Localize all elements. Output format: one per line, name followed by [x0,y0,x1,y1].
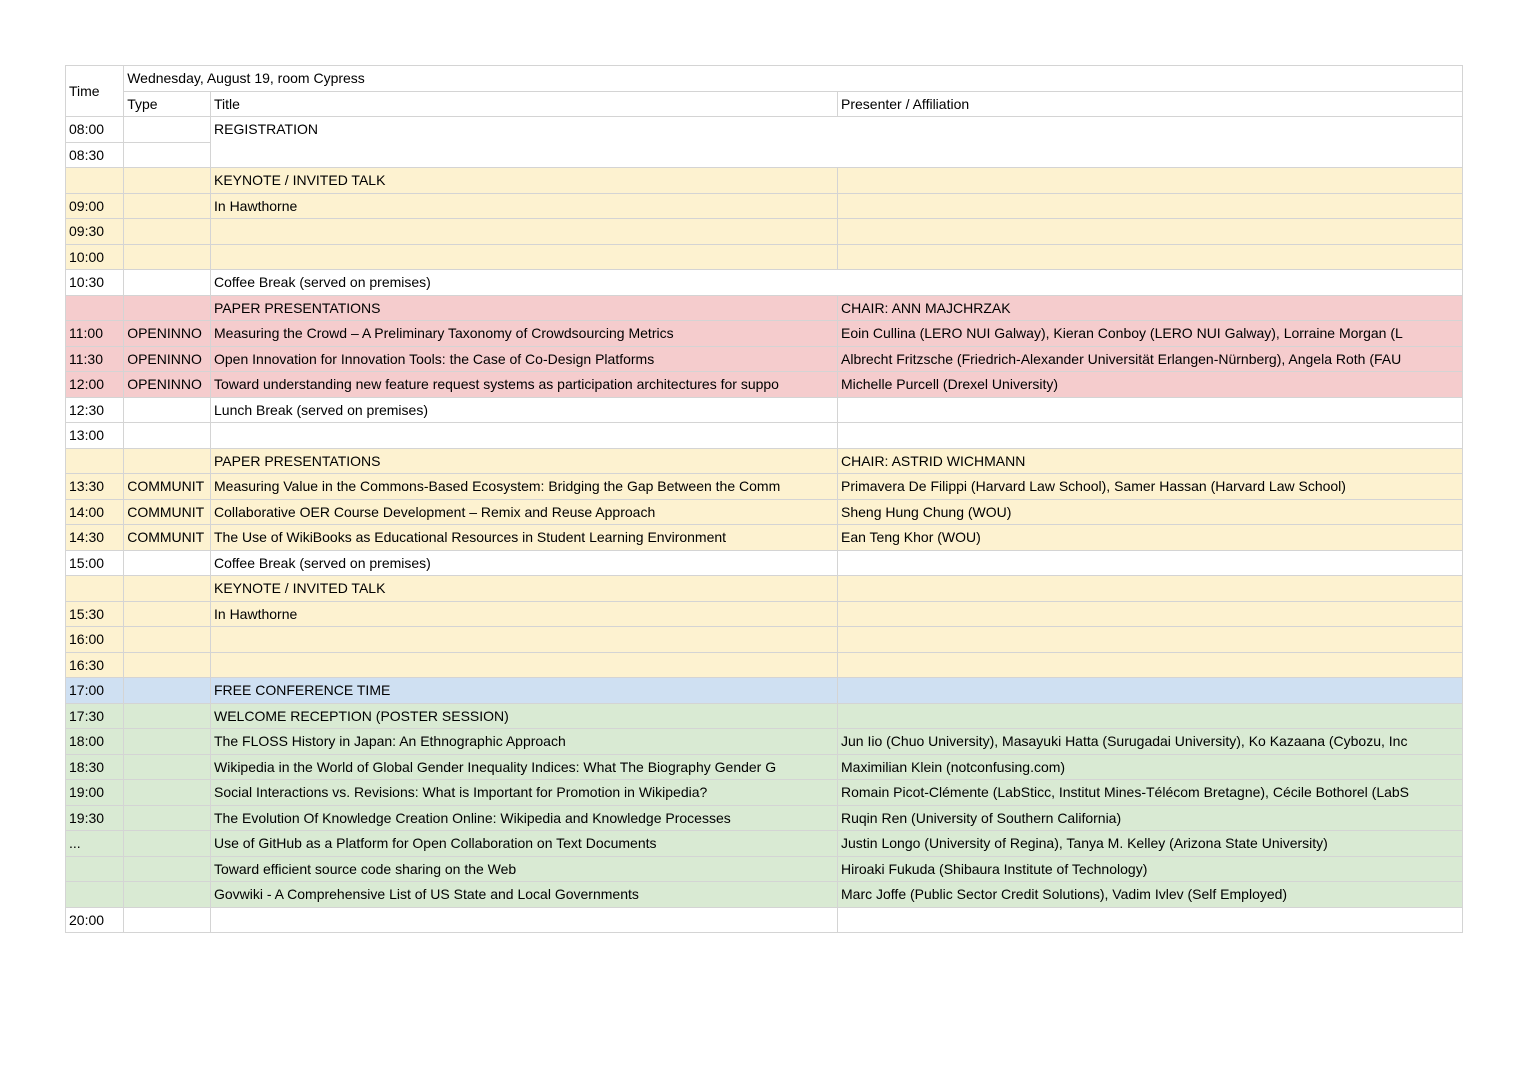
type-cell: OPENINNO [124,346,211,372]
presenter-cell [838,193,1463,219]
type-cell: COMMUNIT [124,525,211,551]
title-cell: Lunch Break (served on premises) [211,397,838,423]
type-cell [124,627,211,653]
time-cell: 16:00 [66,627,124,653]
presenter-cell: Eoin Cullina (LERO NUI Galway), Kieran Conboy (LERO NUI Galway), Lorraine Morgan (L [838,321,1463,347]
time-cell: 09:00 [66,193,124,219]
type-cell [124,805,211,831]
presenter-cell [838,219,1463,245]
type-cell [124,856,211,882]
time-cell: 17:30 [66,703,124,729]
session-title-cell: PAPER PRESENTATIONS [211,448,838,474]
title-cell [211,627,838,653]
title-cell: Open Innovation for Innovation Tools: the Case of Co-Design Platforms [211,346,838,372]
title-cell: The Use of WikiBooks as Educational Resources in Student Learning Environment [211,525,838,551]
time-cell: 18:00 [66,729,124,755]
time-cell: 19:00 [66,780,124,806]
type-cell [124,703,211,729]
title-column-header: Title [211,91,838,117]
time-cell: 08:00 [66,117,124,143]
presenter-column-header: Presenter / Affiliation [838,91,1463,117]
time-cell: 08:30 [66,142,124,168]
session-title-cell: PAPER PRESENTATIONS [211,295,838,321]
time-cell: 16:30 [66,652,124,678]
table-row [66,117,1463,143]
registration-cell: REGISTRATION [211,117,1463,168]
table-row [66,346,1463,372]
time-cell: 10:00 [66,244,124,270]
title-cell: Measuring the Crowd – A Preliminary Taxonomy of Crowdsourcing Metrics [211,321,838,347]
time-cell: 20:00 [66,907,124,933]
type-cell [124,754,211,780]
table-row [66,372,1463,398]
presenter-cell: Hiroaki Fukuda (Shibaura Institute of Technology) [838,856,1463,882]
type-cell [124,907,211,933]
title-cell [211,907,838,933]
table-row [66,321,1463,347]
type-cell [124,729,211,755]
presenter-cell [838,423,1463,449]
title-cell: Govwiki - A Comprehensive List of US State and Local Governments [211,882,838,908]
presenter-cell: Romain Picot-Clémente (LabSticc, Institut Mines-Télécom Bretagne), Cécile Bothorel (LabS [838,780,1463,806]
title-cell: Coffee Break (served on premises) [211,550,838,576]
presenter-cell [838,652,1463,678]
session-title-cell: FREE CONFERENCE TIME [211,678,838,704]
time-cell: 11:00 [66,321,124,347]
table-row [66,729,1463,755]
table-row [66,295,1463,321]
presenter-cell: Ean Teng Khor (WOU) [838,525,1463,551]
table-row [66,805,1463,831]
type-cell [124,295,211,321]
presenter-cell: Albrecht Fritzsche (Friedrich-Alexander Universität Erlangen-Nürnberg), Angela Roth (FAU [838,346,1463,372]
time-cell: 13:00 [66,423,124,449]
type-cell [124,219,211,245]
table-row [66,219,1463,245]
time-cell [66,168,124,194]
presenter-cell: Michelle Purcell (Drexel University) [838,372,1463,398]
table-row [66,423,1463,449]
table-row [66,576,1463,602]
time-cell: 18:30 [66,754,124,780]
presenter-cell [838,244,1463,270]
time-cell: 10:30 [66,270,124,296]
presenter-cell [838,550,1463,576]
time-cell: 14:00 [66,499,124,525]
title-cell [211,423,838,449]
type-cell [124,780,211,806]
session-title-cell: KEYNOTE / INVITED TALK [211,168,838,194]
table-row [66,831,1463,857]
title-cell [211,244,838,270]
title-cell: Toward efficient source code sharing on the Web [211,856,838,882]
table-row [66,525,1463,551]
presenter-cell: Marc Joffe (Public Sector Credit Solutions), Vadim Ivlev (Self Employed) [838,882,1463,908]
title-cell [211,219,838,245]
time-cell [66,295,124,321]
table-row [66,627,1463,653]
type-column-header: Type [124,91,211,117]
type-cell [124,423,211,449]
time-cell: 13:30 [66,474,124,500]
presenter-cell [838,601,1463,627]
time-cell: 15:00 [66,550,124,576]
table-row [66,703,1463,729]
time-cell: 19:30 [66,805,124,831]
presenter-cell: Jun Iio (Chuo University), Masayuki Hatta (Surugadai University), Ko Kazaana (Cybozu, Inc [838,729,1463,755]
table-row [66,754,1463,780]
time-cell: 14:30 [66,525,124,551]
title-cell: The FLOSS History in Japan: An Ethnographic Approach [211,729,838,755]
type-cell [124,117,211,143]
type-cell [124,270,211,296]
day-room-header: Wednesday, August 19, room Cypress [124,66,1463,92]
type-cell [124,601,211,627]
presenter-cell: Ruqin Ren (University of Southern California) [838,805,1463,831]
table-row [66,474,1463,500]
title-cell: Toward understanding new feature request systems as participation architectures for suppo [211,372,838,398]
title-cell: Measuring Value in the Commons-Based Ecosystem: Bridging the Gap Between the Comm [211,474,838,500]
presenter-cell [838,678,1463,704]
title-cell: In Hawthorne [211,601,838,627]
time-cell [66,856,124,882]
type-cell [124,244,211,270]
type-cell [124,652,211,678]
table-row [66,499,1463,525]
type-cell [124,168,211,194]
table-row [66,448,1463,474]
session-title-cell: KEYNOTE / INVITED TALK [211,576,838,602]
type-cell [124,831,211,857]
table-row [66,168,1463,194]
table-row [66,270,1463,296]
table-row [66,550,1463,576]
table-row [66,882,1463,908]
presenter-cell: Justin Longo (University of Regina), Tanya M. Kelley (Arizona State University) [838,831,1463,857]
time-cell [66,448,124,474]
title-cell: The Evolution Of Knowledge Creation Online: Wikipedia and Knowledge Processes [211,805,838,831]
time-cell: 12:30 [66,397,124,423]
type-cell [124,142,211,168]
session-title-cell: WELCOME RECEPTION (POSTER SESSION) [211,703,838,729]
presenter-cell: Sheng Hung Chung (WOU) [838,499,1463,525]
type-cell [124,448,211,474]
type-cell [124,397,211,423]
table-row [66,244,1463,270]
time-cell: 12:00 [66,372,124,398]
table-row [66,397,1463,423]
title-cell: Social Interactions vs. Revisions: What is Important for Promotion in Wikipedia? [211,780,838,806]
type-cell: OPENINNO [124,321,211,347]
presenter-cell [838,627,1463,653]
time-cell [66,576,124,602]
presenter-cell [838,397,1463,423]
table-row [66,193,1463,219]
table-row [66,678,1463,704]
table-row [66,907,1463,933]
presenter-cell [838,907,1463,933]
title-cell: Wikipedia in the World of Global Gender Inequality Indices: What The Biography Gender G [211,754,838,780]
title-cell: In Hawthorne [211,193,838,219]
type-cell [124,576,211,602]
chair-cell: CHAIR: ASTRID WICHMANN [838,448,1463,474]
type-cell [124,678,211,704]
chair-cell: CHAIR: ANN MAJCHRZAK [838,295,1463,321]
type-cell: OPENINNO [124,372,211,398]
break-cell: Coffee Break (served on premises) [211,270,1463,296]
table-row [66,780,1463,806]
table-row [66,856,1463,882]
time-cell: 17:00 [66,678,124,704]
presenter-cell: Primavera De Filippi (Harvard Law School), Samer Hassan (Harvard Law School) [838,474,1463,500]
presenter-cell [838,576,1463,602]
title-cell: Collaborative OER Course Development – Remix and Reuse Approach [211,499,838,525]
time-column-header: Time [66,66,124,117]
type-cell: COMMUNIT [124,474,211,500]
type-cell: COMMUNIT [124,499,211,525]
schedule-table [65,65,1463,933]
type-cell [124,882,211,908]
table-row [66,601,1463,627]
type-cell [124,550,211,576]
presenter-cell [838,703,1463,729]
time-cell: 11:30 [66,346,124,372]
time-cell: ... [66,831,124,857]
time-cell: 15:30 [66,601,124,627]
table-row [66,652,1463,678]
title-cell [211,652,838,678]
title-cell: Use of GitHub as a Platform for Open Collaboration on Text Documents [211,831,838,857]
time-cell [66,882,124,908]
type-cell [124,193,211,219]
presenter-cell [838,168,1463,194]
presenter-cell: Maximilian Klein (notconfusing.com) [838,754,1463,780]
time-cell: 09:30 [66,219,124,245]
